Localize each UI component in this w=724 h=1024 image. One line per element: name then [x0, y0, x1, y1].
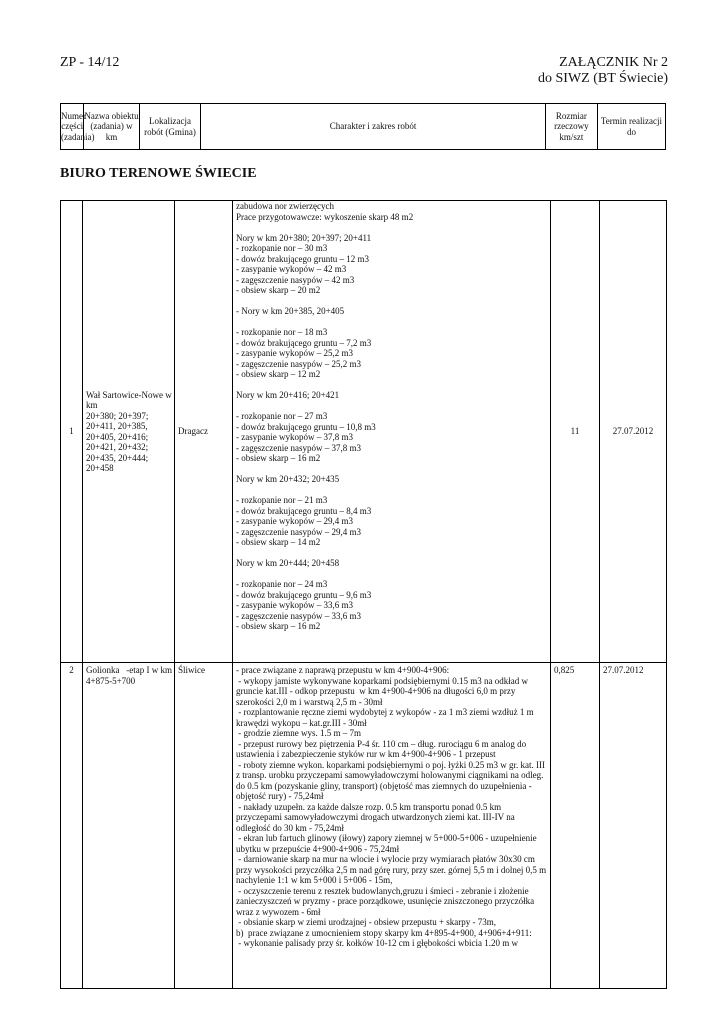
works-table: [60, 200, 667, 989]
header-num: Numer części (zadania): [61, 104, 84, 150]
row-num: 2: [61, 663, 83, 989]
header-term: Termin realizacji do: [597, 104, 665, 150]
row-scope: [233, 663, 551, 989]
annex-line-2: do SIWZ (BT Świecie): [538, 71, 668, 86]
row-name: Wał Sartowice-Nowe w km 20+380; 20+397; 20+411, 20+385, 20+405, 20+416; 20+421, 20+432; 20+435, 20+444; 20+458: [83, 201, 175, 663]
annex-label: [538, 55, 668, 87]
row-num: 1: [61, 201, 83, 663]
row-scope-text: zabudowa nor zwierzęcych Prace przygotowawcze: wykoszenie skarp 48 m2 Nory w km 20+380; 20+397; 20+411 - rozkopanie nor – 30 m3 - dowóz brakującego gruntu – 12 m3 - zasypanie wykopów – 42 m3 - zagęszczenie nasypów – 42 m3 - obsiew skarp – 20 m2 - Nory w km 20+385, 20+405 - rozkopanie nor – 18 m3 - dowóz brakującego gruntu – 7,2 m3 - zasypanie wykopów – 25,2 m3 - zagęszczenie nasypów – 25,2 m3 - obsiew skarp – 12 m2 Nory w km 20+416; 20+421 - rozkopanie nor – 27 m3 - dowóz brakującego gruntu – 10,8 m3 - zasypanie wykopów – 37,8 m3 - zagęszczenie nasypów – 37,8 m3 - obsiew skarp – 16 m2 Nory w km 20+432; 20+435 - rozkopanie nor – 21 m3 - dowóz brakującego gruntu – 8,4 m3 - zasypanie wykopów – 29,4 m3 - zagęszczenie nasypów – 29,4 m3 - obsiew skarp – 14 m2 Nory w km 20+444; 20+458 - rozkopanie nor – 24 m3 - dowóz brakującego gruntu – 9,6 m3 - zasypanie wykopów – 33,6 m3 - zagęszczenie nasypów – 33,6 m3 - obsiew skarp – 16 m2: [236, 201, 414, 631]
header-size: Rozmiar rzeczowy km/szt: [545, 104, 597, 150]
row-scope: [233, 201, 551, 663]
row-size: 0,825: [551, 663, 600, 989]
row-term: 27.07.2012: [600, 663, 667, 989]
header-scope: Charakter i zakres robót: [201, 104, 545, 150]
section-title: BIURO TERENOWE ŚWIECIE: [60, 166, 257, 181]
column-header-table: [60, 103, 666, 150]
table-row: [61, 201, 667, 663]
row-location: Dragacz: [175, 201, 233, 663]
row-name: Golionka -etap I w km 4+875-5+700: [83, 663, 175, 989]
document-reference: ZP - 14/12: [60, 55, 120, 70]
table-row: [61, 663, 667, 989]
header-name: Nazwa obiektu (zadania) w km: [84, 104, 139, 150]
annex-line-1: ZAŁĄCZNIK Nr 2: [559, 55, 668, 70]
header-location: Lokalizacja robót (Gmina): [139, 104, 201, 150]
row-size: 11: [551, 201, 600, 663]
row-location: Śliwice: [175, 663, 233, 989]
row-scope-text: - prace związane z naprawą przepustu w km 4+900-4+906: - wykopy jamiste wykonywane koparkami podsiębiernymi 0.15 m3 na odkład w gruncie kat.III - odkop przepustu w km 4+900-4+906 na długości 6,0 m przy szerokości 2,0 m i warstwą 2,5 m - 30mł - rozplantowanie ręczne ziemi wydobytej z wykopów - za 1 m3 ziemi wzdłuż 1 m krawędzi wykopu – kat.gr.III - 30mł - grodzie ziemne wys. 1.5 m – 7m - przepust rurowy bez piętrzenia P-4 śr. 110 cm – dług. rurociągu 6 m analog do ustawienia i zabezpieczenie styków rur w km 4+900-4+906 - 1 przepust - roboty ziemne wykon. koparkami podsiębiernymi o poj. łyżki 0.25 m3 w gr. kat. III z transp. urobku przyczepami samowyładowczymi holowanymi ciągnikami na odleg. do 0.5 km (pozyskanie gliny, transport) (objętość mas ziemnych do uzupełnienia - objętość rury) - 75,24mł - nakłady uzupełn. za każde dalsze rozp. 0.5 km transportu ponad 0.5 km przyczepami samowyładowczymi drogach utwardzonych ziemi kat. III-IV na odległość do 30 km - 75,24mł - ekran lub fartuch glinowy (iłowy) zapory ziemnej w 5+000-5+006 - uzupełnienie ubytku w przepuście 4+900-4+906 - 75,24mł - darniowanie skarp na mur na wlocie i wylocie przy wymiarach płatów 30x30 cm przy wysokości przyczółka 2,5 m nad górę rury, przy szer. górnej 5,5 m i dolnej 0,5 m nachylenie 1:1 w km 5+000 i 5+006 - 15m, - oczyszczenie terenu z resztek budowlanych,gruzu i śmieci - zebranie i złożenie zanieczyszczeń w pryzmy - prace porządkowe, usunięcie zniszczonego przyczółka wraz z wywozem - 6mł - obsianie skarp w ziemi urodzajnej - obsiew przepustu + skarpy - 73m, b) prace związane z umocnieniem stopy skarpy km 4+895-4+900, 4+906+4+911: - wykonanie palisady przy śr. kołków 10-12 cm i głębokości wbicia 1.20 m w: [236, 665, 547, 948]
row-term: 27.07.2012: [600, 201, 667, 663]
